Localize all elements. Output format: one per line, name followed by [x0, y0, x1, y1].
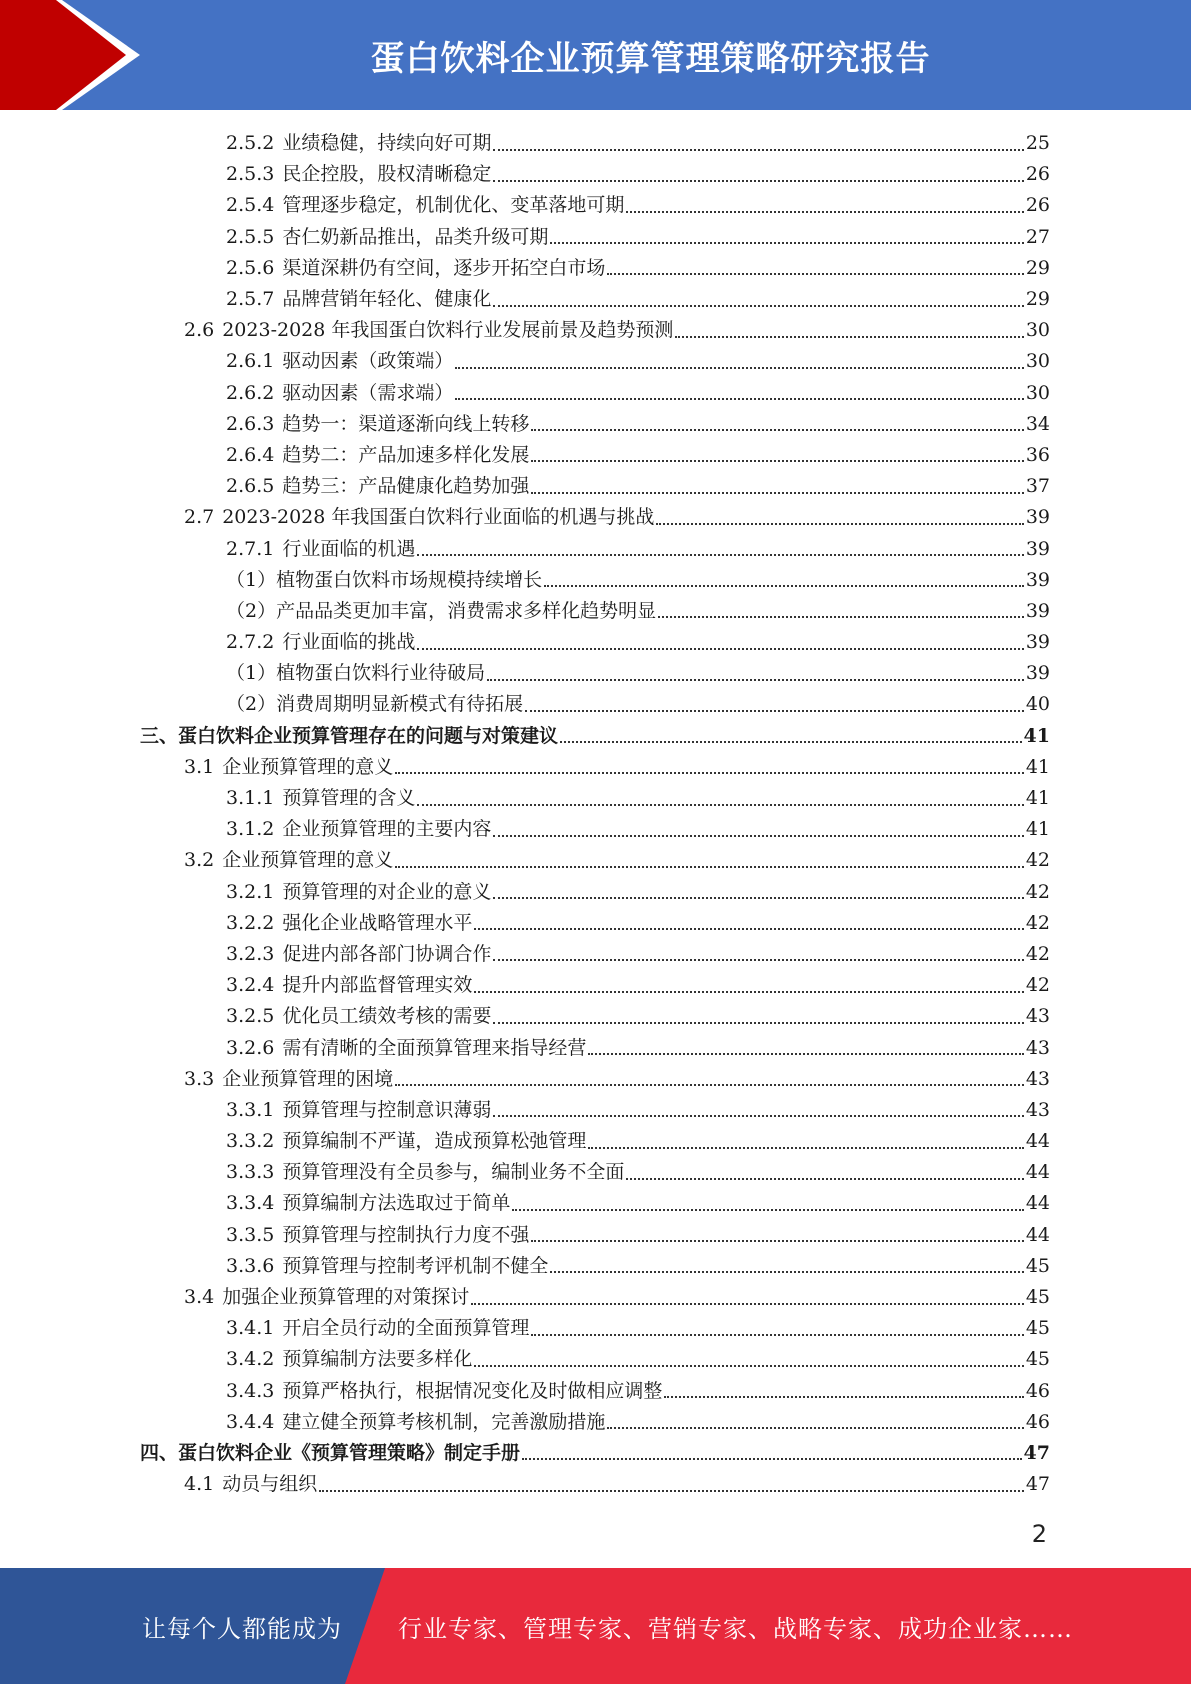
- toc-dot-leader: [319, 1490, 1024, 1492]
- toc-entry[interactable]: [140, 1064, 1050, 1095]
- toc-entry[interactable]: [140, 877, 1050, 908]
- toc-entry-number: 3.3.3: [226, 1161, 275, 1184]
- toc-entry-title: 预算编制方法选取过于简单: [282, 1192, 511, 1215]
- toc-entry-page: 39: [1025, 662, 1050, 685]
- toc-entry-title: 业绩稳健，持续向好可期: [282, 132, 492, 155]
- toc-entry-number: 4.1: [184, 1473, 215, 1496]
- toc-entry-title: 品牌营销年轻化、健康化: [282, 288, 492, 311]
- toc-entry-page: 45: [1025, 1317, 1050, 1340]
- header-arrow-decoration: [0, 0, 160, 110]
- toc-dot-leader: [531, 460, 1023, 462]
- toc-entry-number: 3.2.5: [226, 1005, 275, 1028]
- page-footer: [0, 1568, 1191, 1684]
- toc-entry[interactable]: [140, 378, 1050, 409]
- toc-entry-page: 39: [1025, 599, 1050, 622]
- toc-entry[interactable]: [140, 502, 1050, 533]
- footer-slogan-right: 行业专家、管理专家、营销专家、战略专家、成功企业家……: [398, 1614, 1073, 1643]
- toc-entry-title: （1）植物蛋白饮料行业待破局: [226, 662, 486, 685]
- toc-entry[interactable]: [140, 1313, 1050, 1344]
- toc-entry[interactable]: [140, 284, 1050, 315]
- toc-entry[interactable]: [140, 783, 1050, 814]
- toc-dot-leader: [417, 554, 1023, 556]
- toc-entry[interactable]: [140, 689, 1050, 720]
- toc-dot-leader: [395, 866, 1024, 868]
- toc-entry-page: 42: [1025, 974, 1050, 997]
- toc-entry-number: 2.5.6: [226, 256, 275, 279]
- toc-entry-title: 杏仁奶新品推出，品类升级可期: [282, 225, 549, 248]
- toc-entry-number: 3.2.3: [226, 942, 275, 965]
- toc-entry-page: 46: [1025, 1379, 1050, 1402]
- toc-entry-title: 企业预算管理的意义: [222, 849, 394, 872]
- toc-dot-leader: [664, 1396, 1023, 1398]
- toc-entry-title: 预算编制方法要多样化: [282, 1348, 473, 1371]
- toc-entry-title: 行业面临的挑战: [282, 631, 416, 654]
- toc-entry[interactable]: [140, 1157, 1050, 1188]
- toc-entry-title: 预算管理的含义: [282, 787, 416, 810]
- toc-entry-number: 2.5.2: [226, 132, 275, 155]
- toc-entry[interactable]: [140, 1376, 1050, 1407]
- toc-entry[interactable]: [140, 222, 1050, 253]
- toc-entry-number: 2.6: [184, 319, 215, 342]
- toc-entry[interactable]: [140, 190, 1050, 221]
- toc-entry-page: 45: [1025, 1348, 1050, 1371]
- toc-entry-page: 27: [1025, 225, 1050, 248]
- toc-entry-number: 3.2.2: [226, 911, 275, 934]
- toc-entry[interactable]: [140, 845, 1050, 876]
- toc-dot-leader: [588, 1147, 1023, 1149]
- toc-dot-leader: [525, 710, 1024, 712]
- toc-entry-number: 3.4.1: [226, 1317, 275, 1340]
- toc-entry[interactable]: [140, 471, 1050, 502]
- toc-entry-page: 39: [1025, 506, 1050, 529]
- toc-dot-leader: [493, 897, 1023, 899]
- toc-dot-leader: [395, 1084, 1024, 1086]
- toc-entry-number: 3.1.2: [226, 818, 275, 841]
- toc-entry-number: 3.2.6: [226, 1036, 275, 1059]
- toc-dot-leader: [474, 928, 1023, 930]
- toc-entry-page: 43: [1025, 1067, 1050, 1090]
- toc-entry-page: 41: [1025, 818, 1050, 841]
- toc-entry-title: 优化员工绩效考核的需要: [282, 1005, 492, 1028]
- toc-entry-number: 2.7: [184, 506, 215, 529]
- toc-entry-title: 开启全员行动的全面预算管理: [282, 1317, 530, 1340]
- toc-entry[interactable]: [140, 721, 1050, 752]
- toc-dot-leader: [626, 1178, 1023, 1180]
- toc-dot-leader: [493, 835, 1023, 837]
- toc-entry-number: 2.6.2: [226, 381, 275, 404]
- toc-entry-number: 3.1.1: [226, 787, 275, 810]
- toc-dot-leader: [417, 648, 1023, 650]
- toc-entry-title: 动员与组织: [222, 1473, 318, 1496]
- toc-entry-title: 企业预算管理的困境: [222, 1067, 394, 1090]
- toc-dot-leader: [588, 1053, 1023, 1055]
- toc-entry-title: 趋势二：产品加速多样化发展: [282, 443, 530, 466]
- toc-entry-title: 加强企业预算管理的对策探讨: [222, 1286, 470, 1309]
- toc-entry-title: 预算管理与控制执行力度不强: [282, 1223, 530, 1246]
- toc-dot-leader: [493, 1115, 1023, 1117]
- toc-dot-leader: [544, 585, 1024, 587]
- toc-entry-title: 2023-2028 年我国蛋白饮料行业发展前景及趋势预测: [222, 319, 674, 342]
- toc-dot-leader: [550, 242, 1023, 244]
- toc-entry[interactable]: [140, 1251, 1050, 1282]
- toc-entry-page: 41: [1025, 755, 1050, 778]
- toc-entry[interactable]: [140, 1188, 1050, 1219]
- toc-entry[interactable]: [140, 409, 1050, 440]
- toc-entry-number: 2.7.2: [226, 631, 275, 654]
- toc-entry[interactable]: [140, 1407, 1050, 1438]
- page-header: [0, 0, 1191, 110]
- toc-entry-page: 45: [1025, 1254, 1050, 1277]
- toc-entry-page: 42: [1025, 849, 1050, 872]
- toc-entry[interactable]: [140, 970, 1050, 1001]
- toc-entry-page: 39: [1025, 568, 1050, 591]
- toc-entry-page: 37: [1025, 475, 1050, 498]
- toc-entry-title: 需有清晰的全面预算管理来指导经营: [282, 1036, 587, 1059]
- toc-entry[interactable]: [140, 1220, 1050, 1251]
- toc-entry-page: 44: [1025, 1161, 1050, 1184]
- toc-entry-page: 46: [1025, 1410, 1050, 1433]
- toc-entry[interactable]: [140, 253, 1050, 284]
- toc-dot-leader: [560, 741, 1022, 743]
- toc-dot-leader: [471, 1303, 1024, 1305]
- toc-entry-page: 29: [1025, 256, 1050, 279]
- toc-entry-title: 渠道深耕仍有空间，逐步开拓空白市场: [282, 256, 606, 279]
- toc-entry[interactable]: [140, 440, 1050, 471]
- toc-entry[interactable]: [140, 908, 1050, 939]
- toc-entry[interactable]: [140, 159, 1050, 190]
- toc-entry[interactable]: [140, 596, 1050, 627]
- toc-entry-number: 3.4.3: [226, 1379, 275, 1402]
- toc-dot-leader: [474, 991, 1023, 993]
- toc-dot-leader: [395, 772, 1024, 774]
- toc-entry-number: 3.3.1: [226, 1098, 275, 1121]
- toc-entry-title: 趋势三：产品健康化趋势加强: [282, 475, 530, 498]
- toc-entry[interactable]: [140, 1095, 1050, 1126]
- toc-entry-number: 3.2.4: [226, 974, 275, 997]
- toc-entry[interactable]: [140, 533, 1050, 564]
- toc-entry-number: 2.6.1: [226, 350, 275, 373]
- toc-dot-leader: [607, 1427, 1023, 1429]
- toc-entry-number: 3.3.2: [226, 1130, 275, 1153]
- toc-dot-leader: [493, 1022, 1023, 1024]
- toc-entry[interactable]: [140, 627, 1050, 658]
- toc-entry-number: 2.5.4: [226, 194, 275, 217]
- toc-entry-page: 44: [1025, 1192, 1050, 1215]
- toc-entry-title: 预算严格执行，根据情况变化及时做相应调整: [282, 1379, 663, 1402]
- toc-entry-title: 预算管理与控制考评机制不健全: [282, 1254, 549, 1277]
- toc-entry-title: 三、蛋白饮料企业预算管理存在的问题与对策建议: [140, 724, 559, 747]
- toc-entry-page: 39: [1025, 537, 1050, 560]
- toc-entry-number: 2.5.7: [226, 288, 275, 311]
- toc-entry-title: 强化企业战略管理水平: [282, 911, 473, 934]
- toc-entry-title: （2）消费周期明显新模式有待拓展: [226, 693, 524, 716]
- toc-entry-number: 2.5.5: [226, 225, 275, 248]
- toc-entry-title: 驱动因素（需求端）: [282, 381, 454, 404]
- toc-entry-title: 促进内部各部门协调合作: [282, 942, 492, 965]
- toc-entry-page: 30: [1025, 381, 1050, 404]
- toc-dot-leader: [522, 1458, 1022, 1460]
- toc-dot-leader: [417, 804, 1023, 806]
- toc-dot-leader: [550, 1271, 1023, 1273]
- toc-entry-page: 42: [1025, 880, 1050, 903]
- toc-entry[interactable]: [140, 1469, 1050, 1500]
- toc-dot-leader: [493, 149, 1023, 151]
- toc-entry-number: 3.2.1: [226, 880, 275, 903]
- toc-entry-title: 预算管理没有全员参与，编制业务不全面: [282, 1161, 625, 1184]
- toc-entry-title: 2023-2028 年我国蛋白饮料行业面临的机遇与挑战: [222, 506, 655, 529]
- toc-entry-number: 3.3.6: [226, 1254, 275, 1277]
- toc-entry-title: 四、蛋白饮料企业《预算管理策略》制定手册: [140, 1441, 521, 1464]
- toc-entry-page: 39: [1025, 631, 1050, 654]
- toc-entry[interactable]: [140, 1282, 1050, 1313]
- toc-entry-number: 3.4: [184, 1286, 215, 1309]
- toc-entry-title: 预算管理的对企业的意义: [282, 880, 492, 903]
- toc-entry[interactable]: [140, 1438, 1050, 1469]
- toc-entry-title: 建立健全预算考核机制，完善激励措施: [282, 1410, 606, 1433]
- toc-dot-leader: [512, 1209, 1023, 1211]
- toc-entry[interactable]: [140, 565, 1050, 596]
- toc-entry-page: 41: [1025, 787, 1050, 810]
- toc-entry[interactable]: [140, 1032, 1050, 1063]
- toc-entry-number: 2.6.3: [226, 412, 275, 435]
- toc-entry[interactable]: [140, 315, 1050, 346]
- toc-entry[interactable]: [140, 814, 1050, 845]
- toc-entry-page: 44: [1025, 1223, 1050, 1246]
- toc-entry-number: 3.3.5: [226, 1223, 275, 1246]
- toc-entry-page: 34: [1025, 412, 1050, 435]
- toc-entry-page: 30: [1025, 350, 1050, 373]
- toc-entry-number: 3.4.2: [226, 1348, 275, 1371]
- toc-entry-title: 趋势一：渠道逐渐向线上转移: [282, 412, 530, 435]
- toc-entry-title: 预算编制不严谨，造成预算松弛管理: [282, 1130, 587, 1153]
- toc-entry-title: 驱动因素（政策端）: [282, 350, 454, 373]
- toc-entry-number: 2.7.1: [226, 537, 275, 560]
- toc-entry-title: 提升内部监督管理实效: [282, 974, 473, 997]
- toc-dot-leader: [656, 523, 1023, 525]
- toc-entry-page: 47: [1025, 1473, 1050, 1496]
- toc-entry-page: 25: [1025, 132, 1050, 155]
- toc-dot-leader: [531, 429, 1023, 431]
- toc-entry-page: 41: [1023, 724, 1050, 747]
- toc-entry-page: 43: [1025, 1036, 1050, 1059]
- toc-entry[interactable]: [140, 1001, 1050, 1032]
- toc-entry-number: 3.2: [184, 849, 215, 872]
- toc-entry-page: 42: [1025, 942, 1050, 965]
- toc-entry-page: 26: [1025, 163, 1050, 186]
- toc-entry-number: 2.5.3: [226, 163, 275, 186]
- toc-entry-page: 42: [1025, 911, 1050, 934]
- toc-entry[interactable]: [140, 1344, 1050, 1375]
- footer-slogan-left: 让每个人都能成为: [142, 1614, 342, 1643]
- toc-dot-leader: [493, 959, 1023, 961]
- toc-dot-leader: [626, 211, 1023, 213]
- toc-entry[interactable]: [140, 658, 1050, 689]
- toc-entry[interactable]: [140, 1126, 1050, 1157]
- toc-entry-number: 2.6.4: [226, 443, 275, 466]
- toc-entry-page: 45: [1025, 1286, 1050, 1309]
- toc-entry-number: 3.3: [184, 1067, 215, 1090]
- toc-entry-number: 3.4.4: [226, 1410, 275, 1433]
- toc-entry-title: 管理逐步稳定，机制优化、变革落地可期: [282, 194, 625, 217]
- toc-entry-page: 36: [1025, 443, 1050, 466]
- toc-dot-leader: [607, 273, 1023, 275]
- toc-dot-leader: [675, 336, 1023, 338]
- toc-dot-leader: [531, 1240, 1023, 1242]
- table-of-contents: [140, 128, 1050, 1500]
- document-title: 蛋白饮料企业预算管理策略研究报告: [370, 38, 931, 79]
- toc-entry-page: 44: [1025, 1130, 1050, 1153]
- toc-entry-page: 43: [1025, 1098, 1050, 1121]
- toc-entry-number: 3.1: [184, 755, 215, 778]
- toc-entry-title: 预算管理与控制意识薄弱: [282, 1098, 492, 1121]
- toc-entry-page: 30: [1025, 319, 1050, 342]
- toc-entry-number: 3.3.4: [226, 1192, 275, 1215]
- toc-entry-title: （2）产品品类更加丰富，消费需求多样化趋势明显: [226, 599, 657, 622]
- toc-dot-leader: [474, 1365, 1023, 1367]
- toc-entry-page: 47: [1023, 1441, 1050, 1464]
- toc-dot-leader: [455, 367, 1023, 369]
- toc-dot-leader: [531, 1334, 1023, 1336]
- page-number: 2: [1031, 1520, 1047, 1548]
- toc-entry[interactable]: [140, 752, 1050, 783]
- toc-entry-title: 民企控股，股权清晰稳定: [282, 163, 492, 186]
- toc-entry-page: 43: [1025, 1005, 1050, 1028]
- toc-entry-page: 40: [1025, 693, 1050, 716]
- toc-entry[interactable]: [140, 939, 1050, 970]
- toc-dot-leader: [531, 492, 1023, 494]
- toc-entry[interactable]: [140, 346, 1050, 377]
- toc-entry-page: 29: [1025, 288, 1050, 311]
- toc-dot-leader: [487, 679, 1024, 681]
- toc-entry-number: 2.6.5: [226, 475, 275, 498]
- toc-entry-title: 行业面临的机遇: [282, 537, 416, 560]
- toc-dot-leader: [455, 398, 1023, 400]
- toc-entry-title: 企业预算管理的意义: [222, 755, 394, 778]
- toc-entry-page: 26: [1025, 194, 1050, 217]
- toc-dot-leader: [493, 180, 1023, 182]
- toc-entry[interactable]: [140, 128, 1050, 159]
- toc-dot-leader: [493, 305, 1023, 307]
- toc-entry-title: 企业预算管理的主要内容: [282, 818, 492, 841]
- toc-entry-title: （1）植物蛋白饮料市场规模持续增长: [226, 568, 543, 591]
- toc-dot-leader: [658, 616, 1024, 618]
